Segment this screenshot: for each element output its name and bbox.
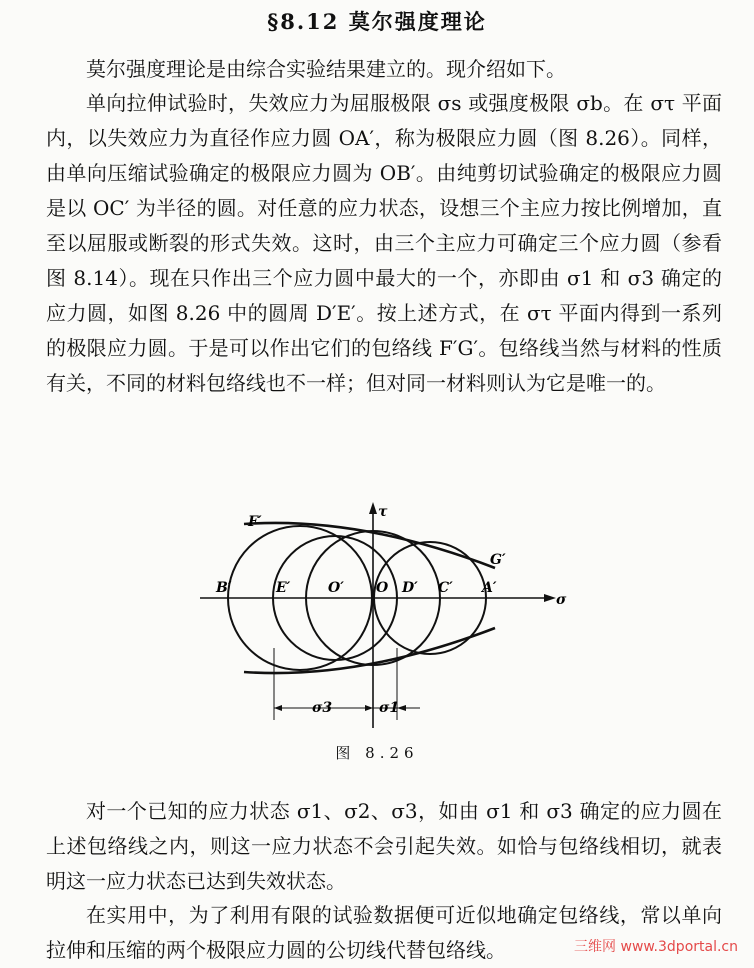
- mohr-envelope-figure: [180, 498, 600, 734]
- label-sigma1: σ1: [379, 700, 400, 716]
- label-G: G′: [490, 552, 506, 568]
- label-B: B′: [216, 580, 232, 596]
- tau-axis-arrow: [369, 502, 377, 514]
- sigma-axis-arrow: [544, 594, 556, 602]
- label-C: C′: [438, 580, 453, 596]
- label-F: F′: [248, 514, 262, 530]
- last-paragraph: 在实用中，为了利用有限的试验数据便可近似地确定包络线，常以单向拉伸和压缩的两个极限应力圆的公切线代替包络线。: [46, 903, 722, 962]
- after-figure-paragraph: 对一个已知的应力状态 σ1、σ2、σ3，如由 σ1 和 σ3 确定的应力圆在上述包络线之内，则这一应力状态不会引起失效。如恰与包络线相切，就表明这一应力状态已达到失效状态。: [46, 799, 722, 893]
- label-A: A′: [482, 580, 497, 596]
- section-heading: §8.12 莫尔强度理论: [267, 9, 487, 34]
- figure-caption: 图 8.26: [335, 744, 419, 762]
- label-sigma3: σ3: [312, 700, 333, 716]
- label-sigma: σ: [556, 592, 567, 608]
- label-tau: τ: [378, 504, 388, 520]
- site-watermark: 三维网 www.3dportal.cn: [574, 939, 738, 955]
- label-O: O: [376, 580, 389, 596]
- label-Oprime: O′: [328, 580, 344, 596]
- main-paragraph: 单向拉伸试验时，失效应力为屈服极限 σs 或强度极限 σb。在 στ 平面内，以失效应力为直径作应力圆 OA′，称为极限应力圆（图 8.26）。同样，由单向压缩试验确定的极限应力圆为 OB′。由纯剪切试验确定的极限应力圆是以 OC′ 为半径的圆。对任意的应力状态，设想三个主应力按比例增加，直至以屈服或断裂的形式失效。这时，由三个主应力可确定三个应力圆（参看图 8.14）。现在只作出三个应力圆中最大的一个，亦即由 σ1 和 σ3 确定的应力圆，如图 8.26 中的圆周 D′E′。按上述方式，在 στ 平面内得到一系列的极限应力圆。于是可以作出它们的包络线 F′G′。包络线当然与材料的性质有关，不同的材料包络线也不一样；但对同一材料则认为它是唯一的。: [46, 91, 722, 395]
- intro-paragraph: 莫尔强度理论是由综合实验结果建立的。现介绍如下。: [86, 57, 566, 81]
- label-E: E′: [276, 580, 291, 596]
- label-D: D′: [402, 580, 418, 596]
